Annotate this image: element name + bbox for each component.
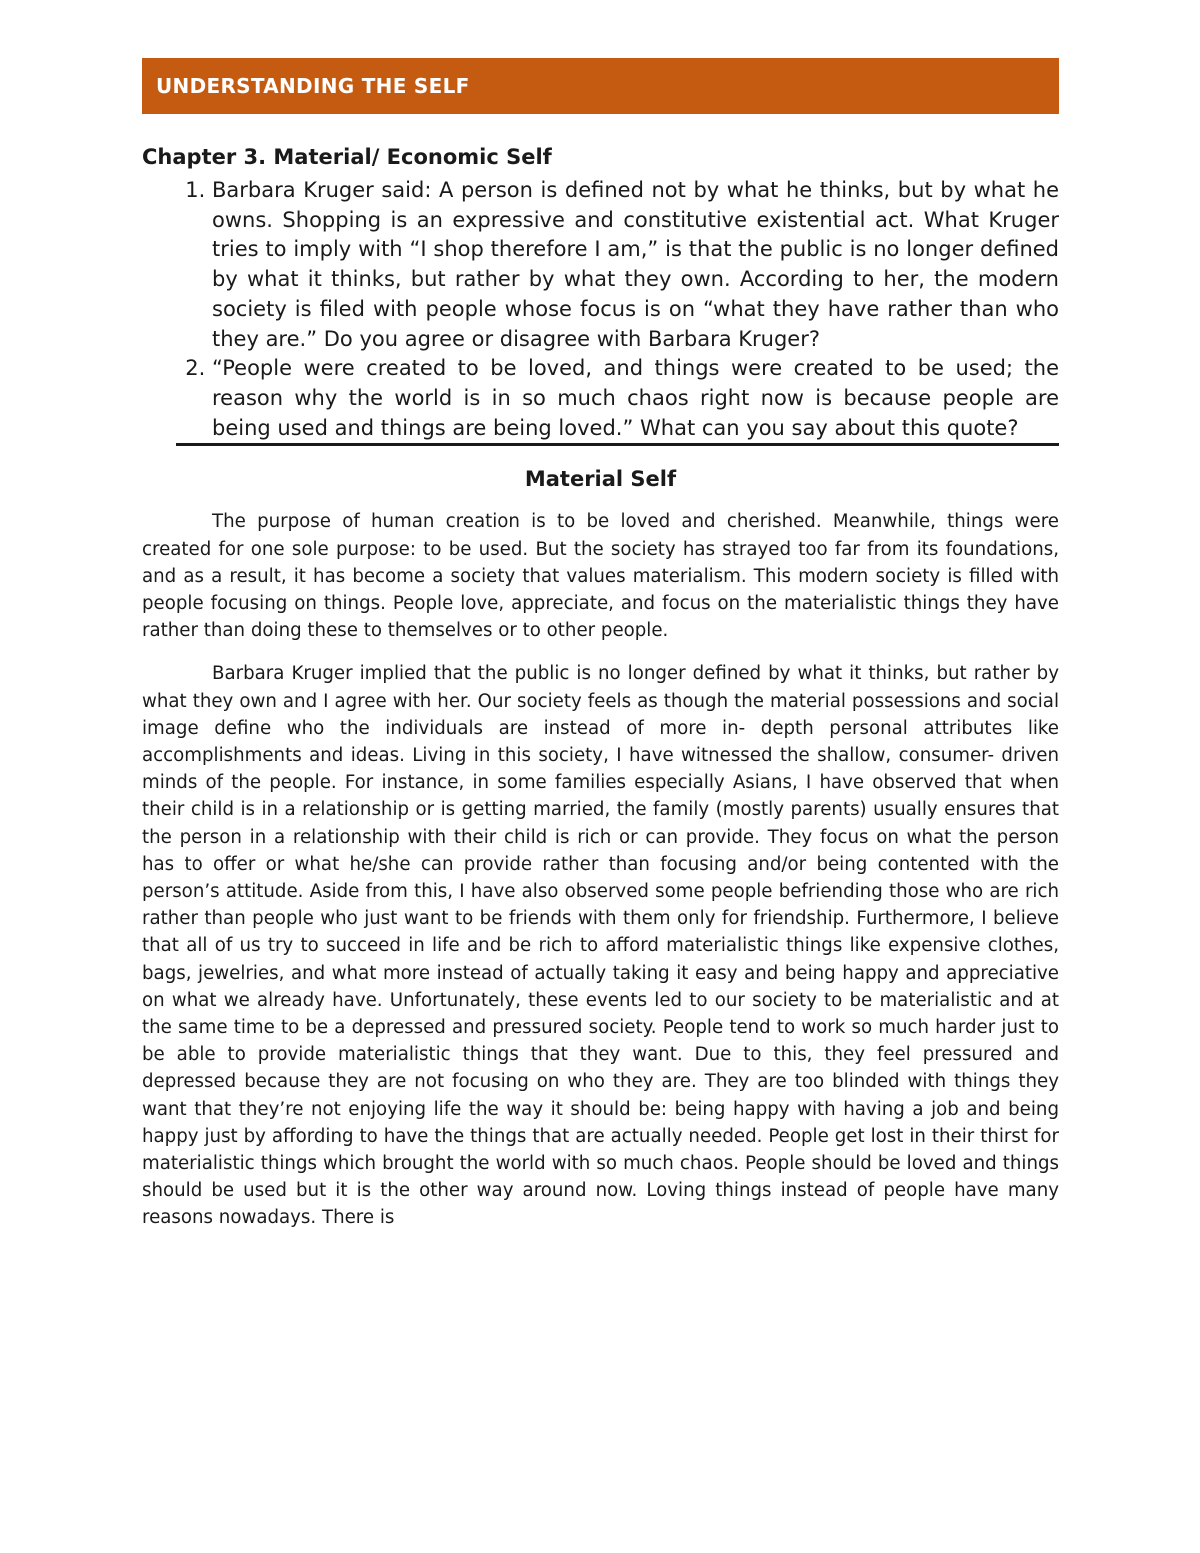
document-page (142, 58, 1059, 1232)
header-title: UNDERSTANDING THE SELF (156, 74, 470, 98)
body-paragraph: Barbara Kruger implied that the public is no longer defined by what it thinks, but rather by what they own and I agree with her. Our society feels as though the material possessions and social image define who the individuals are instead of more in- depth personal attributes like accomplishments and ideas. Living in this society, I have witnessed the shallow, consumer- driven minds of the people. For instance, in some families especially Asians, I have observed that when their child is in a relationship or is getting married, the family (mostly parents) usually ensures that the person in a relationship with their child is rich or can provide. They focus on what the person has to offer or what he/she can provide rather than focusing and/or being contented with the person’s attitude. Aside from this, I have also observed some people befriending those who are rich rather than people who just want to be friends with them only for friendship. Furthermore, I believe that all of us try to succeed in life and be rich to afford materialistic things like expensive clothes, bags, jewelries, and what more instead of actually taking it easy and being happy and appreciative on what we already have. Unfortunately, these events led to our society to be materialistic and at the same time to be a depressed and pressured society. People tend to work so much harder just to be able to provide materialistic things that they want. Due to this, they feel pressured and depressed because they are not focusing on who they are. They are too blinded with things they want that they’re not enjoying life the way it should be: being happy with having a job and being happy just by affording to have the things that are actually needed. People get lost in their thirst for materialistic things which brought the world with so much chaos. People should be loved and things should be used but it is the other way around now. Loving things instead of people have many reasons nowadays. There is (142, 663, 1059, 1229)
question-item: 2. “People were created to be loved, and things were created to be used; the reason why the world is in so much chaos right now is because people are being used and things are being loved.” What can you say about this quote? (212, 354, 1059, 443)
chapter-title: Chapter 3. Material/ Economic Self (142, 145, 552, 169)
question-list (142, 176, 1059, 443)
header-banner (142, 58, 1059, 114)
section-title: Material Self (524, 467, 677, 492)
question-item: 1. Barbara Kruger said: A person is defined not by what he thinks, but by what he owns. Shopping is an expressive and constitutive existential act. What Kruger tries to imply with “I shop therefore I am,” is that the public is no longer defined by what it thinks, but rather by what they own. According to her, the modern society is filed with people whose focus is on “what they have rather than who they are.” Do you agree or disagree with Barbara Kruger? (212, 176, 1059, 354)
section-divider (176, 443, 1059, 446)
body-paragraph: The purpose of human creation is to be loved and cherished. Meanwhile, things were created for one sole purpose: to be used. But the society has strayed too far from its foundations, and as a result, it has become a society that values materialism. This modern society is filled with people focusing on things. People love, appreciate, and focus on the materialistic things they have rather than doing these to themselves or to other people. (142, 511, 1059, 642)
